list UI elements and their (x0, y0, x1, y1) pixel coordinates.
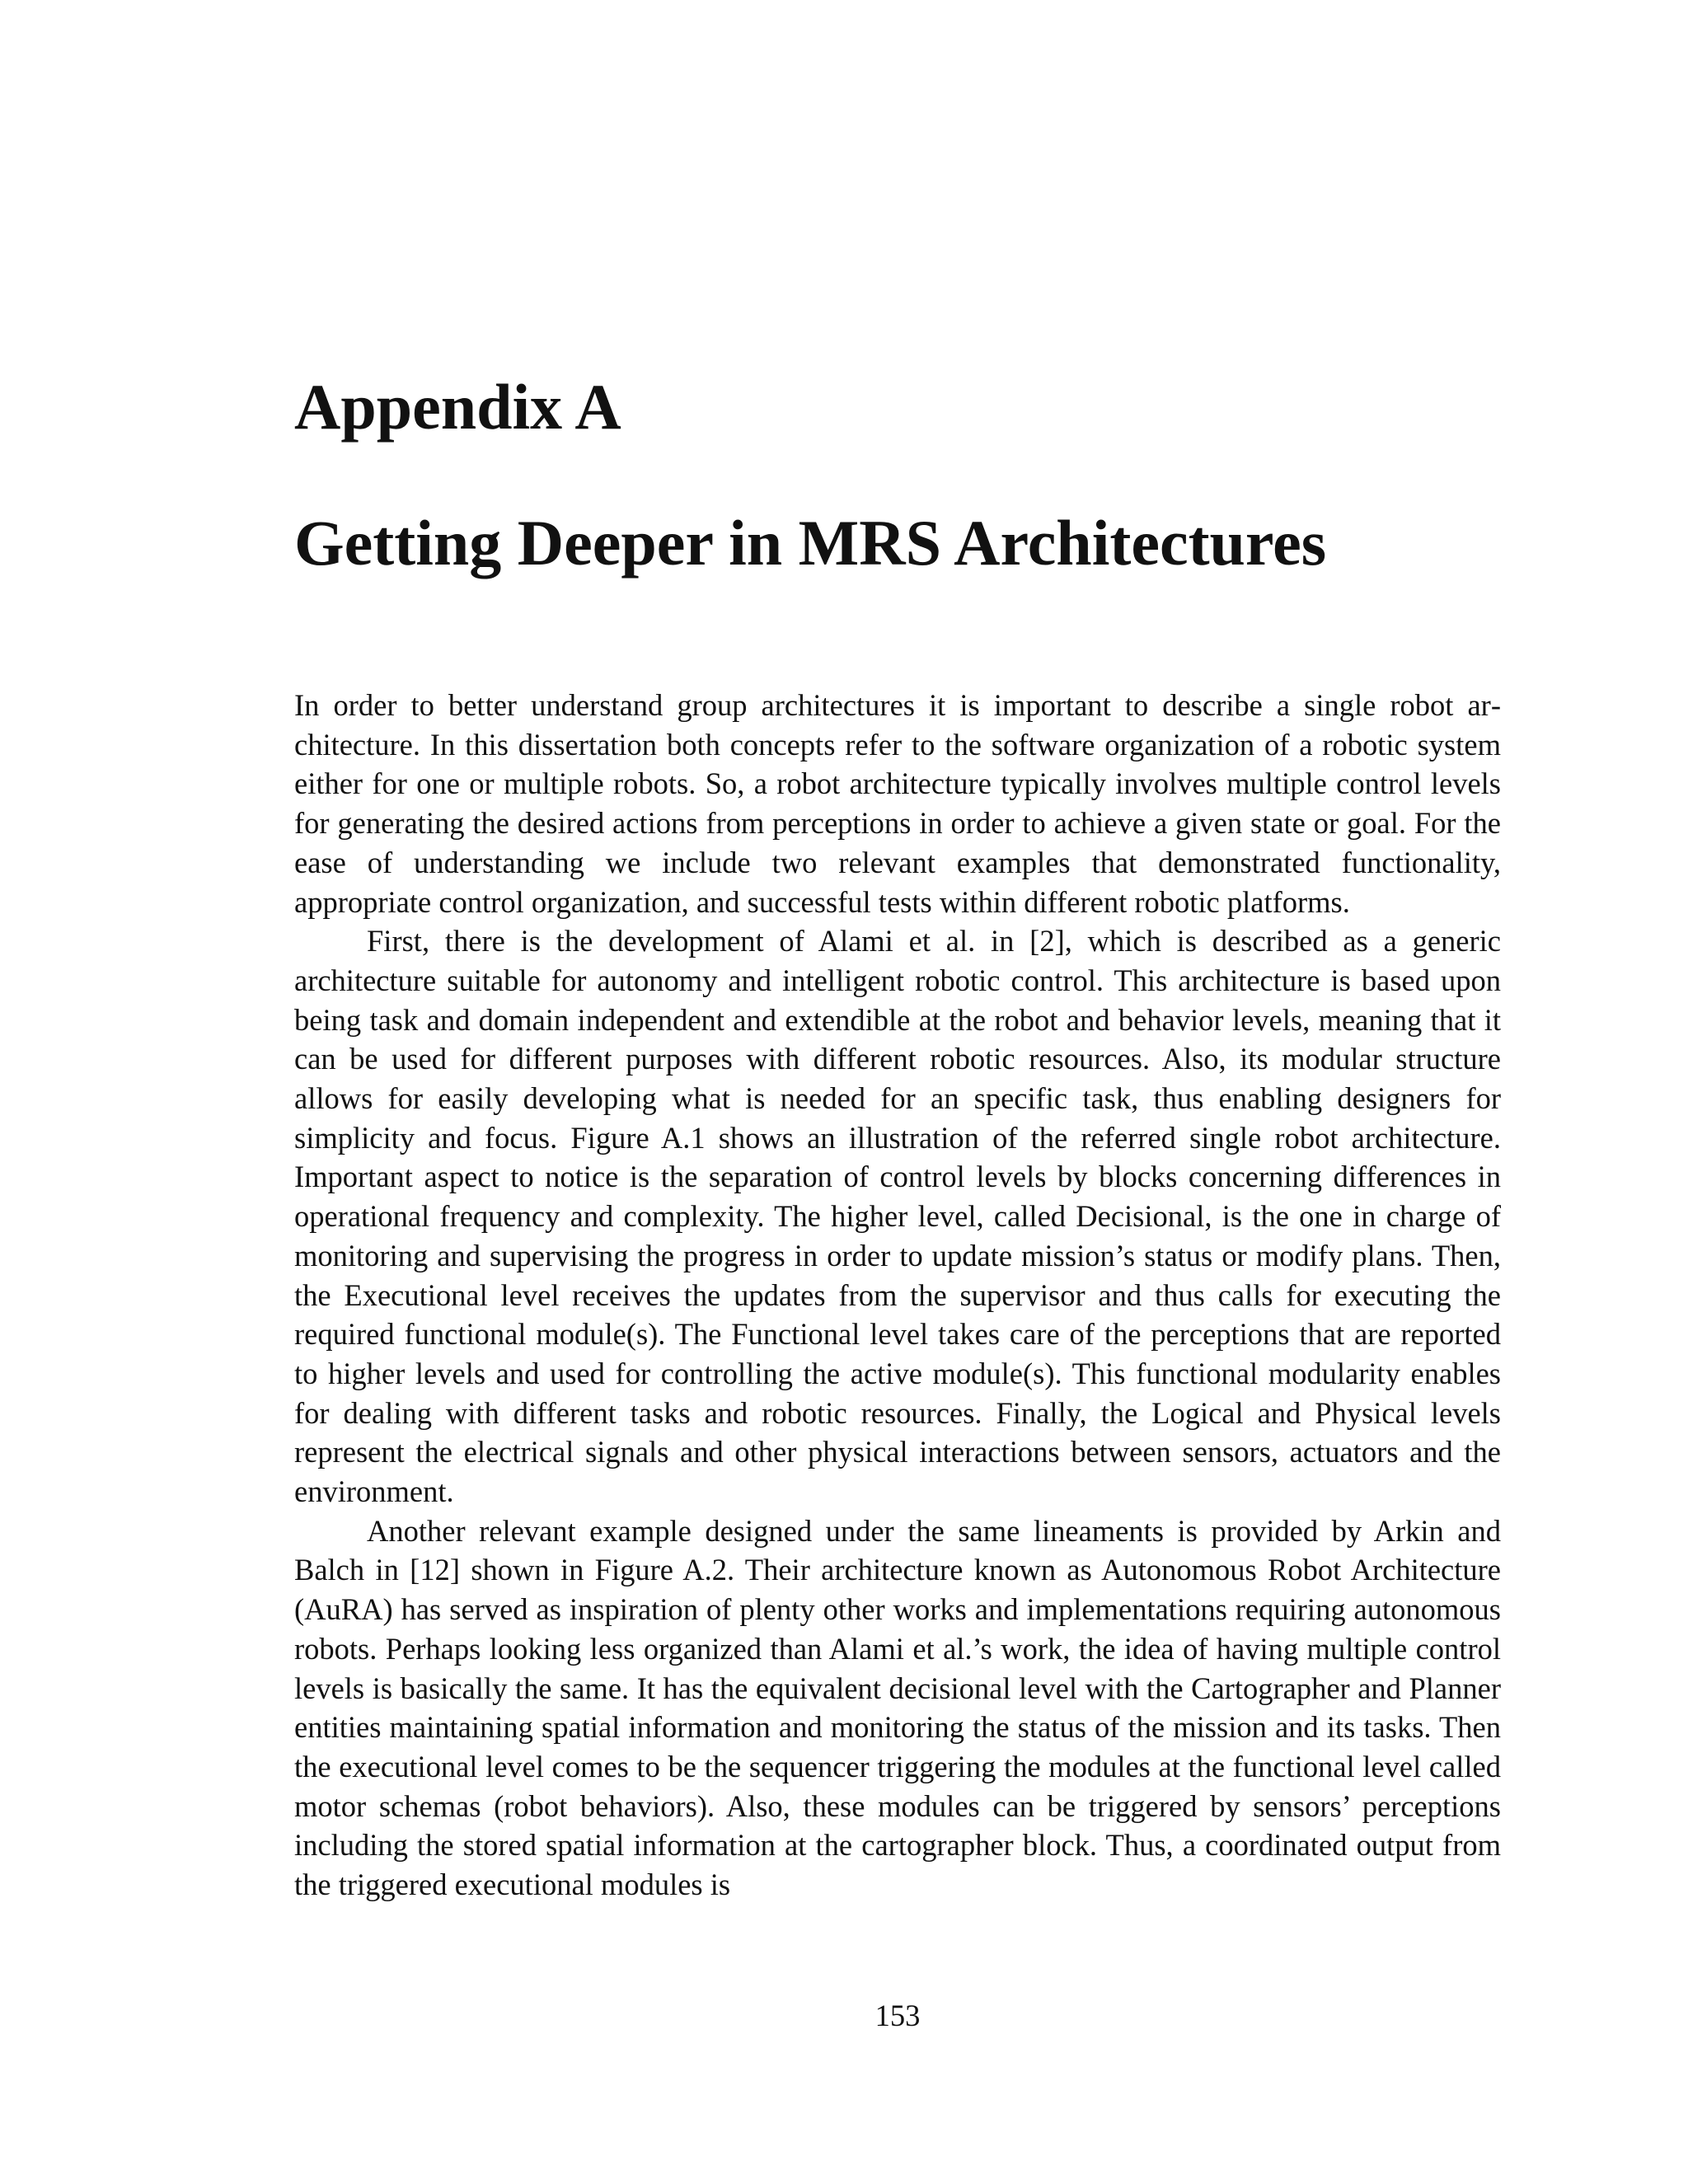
page-number: 153 (874, 1999, 921, 2032)
paragraph-alami: First, there is the development of Alami et al. in [2], which is described as a generic architecture suitable for autonomy and intelligent robotic control. This architecture is based upon being task and domain independent and extendible at the robot and behavior levels, meaning that it can be used for different purposes with different robotic resources. Also, its modular structure allows for easily developing what is needed for an specific task, thus enabling designers for simplicity and focus. Figure A.1 shows an illustration of the referred single robot architecture. Important aspect to notice is the separation of control levels by blocks concerning differences in operational frequency and complexity. The higher level, called Decisional, is the one in charge of monitoring and supervising the progress in order to update mission’s status or modify plans. Then, the Executional level receives the updates from the supervisor and thus calls for executing the required functional module(s). The Functional level takes care of the perceptions that are reported to higher levels and used for controlling the active module(s). This functional modularity enables for dealing with different tasks and robotic resources. Finally, the Logical and Physical levels represent the electrical signals and other physical interactions between sensors, actuators and the environment. (294, 924, 1501, 1509)
paragraph-intro: In order to better understand group architectures it is important to describe a single robot architecture. In this dissertation both concepts refer to the software organization of a robotic system either for one or multiple robots. So, a robot architecture typically involves multiple control levels for generating the desired actions from perceptions in order to achieve a given state or goal. For the ease of understanding we include two relevant examples that demonstrated functionality, appropriate control organization, and successful tests within different robotic platforms. (294, 688, 1501, 919)
body-text (294, 686, 1501, 1905)
document-page (294, 0, 1501, 2184)
chapter-title: Getting Deeper in MRS Architectures (294, 507, 1327, 579)
appendix-label: Appendix A (294, 371, 621, 443)
paragraph-arkin: Another relevant example designed under the same lineaments is provided by Arkin and Balch in [12] shown in Figure A.2. Their architecture known as Autonomous Robot Architecture (AuRA) has served as inspiration of plenty other works and implementations requiring autonomous robots. Perhaps looking less organized than Alami et al.’s work, the idea of having multiple control levels is basically the same. It has the equivalent decisional level with the Cartographer and Planner entities maintaining spatial information and monitoring the status of the mission and its tasks. Then the executional level comes to be the sequencer triggering the modules at the functional level called motor schemas (robot behaviors). Also, these modules can be triggered by sensors’ perceptions including the stored spatial information at the cartographer block. Thus, a coordinated output from the triggered executional modules is (294, 1513, 1501, 1902)
